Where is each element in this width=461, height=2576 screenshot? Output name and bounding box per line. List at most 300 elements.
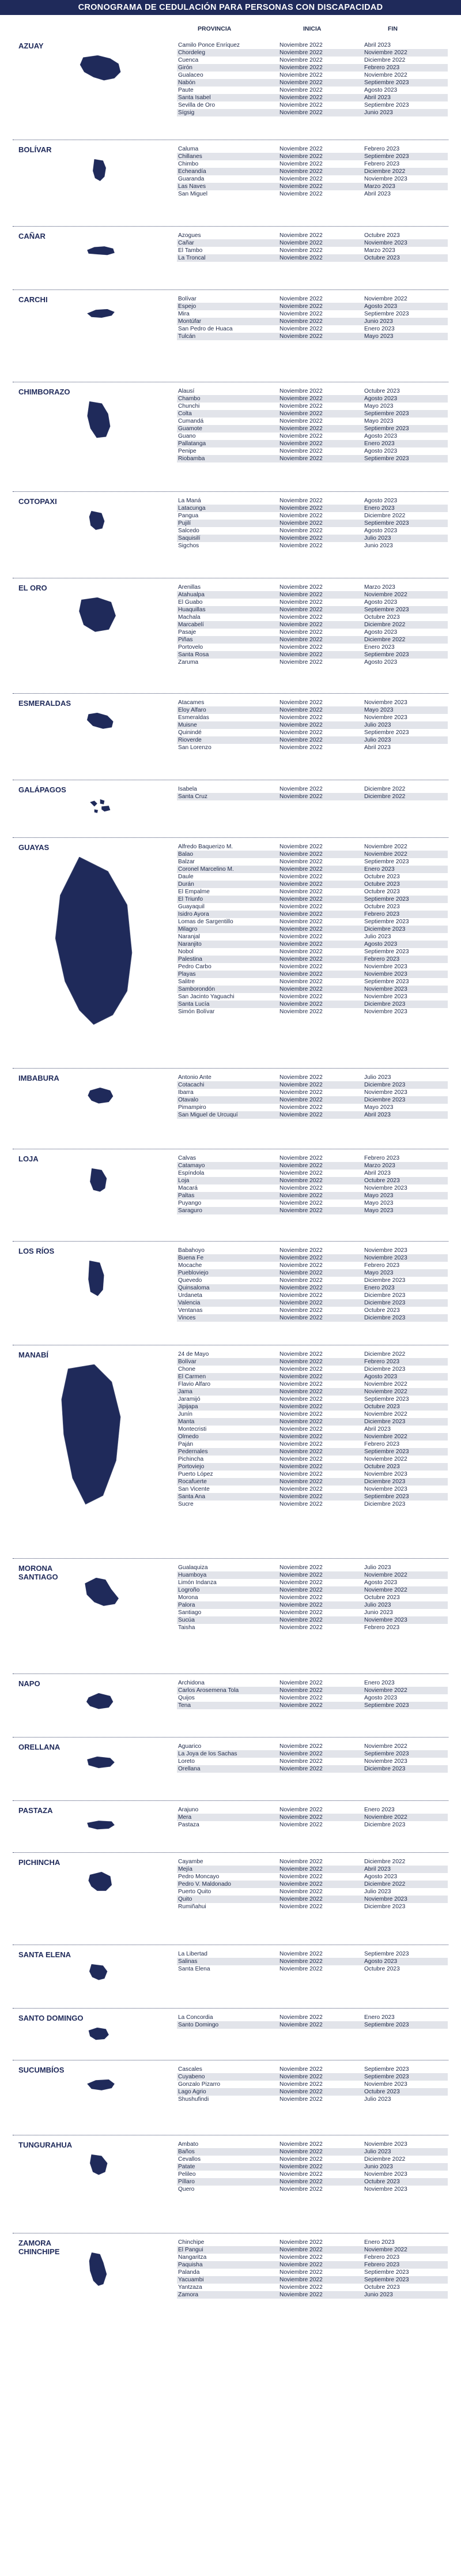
table-row bbox=[177, 941, 448, 948]
start-cell: Noviembre 2022 bbox=[279, 2156, 323, 2163]
province-name: CARCHI bbox=[18, 295, 48, 304]
province-name: PASTAZA bbox=[18, 1806, 53, 1815]
canton-cell: Guayaquil bbox=[178, 904, 205, 910]
canton-cell: Macará bbox=[178, 1185, 198, 1191]
start-cell: Noviembre 2022 bbox=[279, 168, 323, 175]
start-cell: Noviembre 2022 bbox=[279, 737, 323, 743]
province-map-icon bbox=[40, 2079, 161, 2131]
table-row bbox=[177, 1366, 448, 1373]
table-row bbox=[177, 926, 448, 933]
start-cell: Noviembre 2022 bbox=[279, 1966, 323, 1972]
end-cell: Octubre 2023 bbox=[364, 874, 400, 880]
start-cell: Noviembre 2022 bbox=[279, 1702, 323, 1709]
start-cell: Noviembre 2022 bbox=[279, 498, 323, 504]
end-cell: Septiembre 2023 bbox=[364, 1494, 409, 1500]
end-cell: Junio 2023 bbox=[364, 110, 393, 116]
end-cell: Mayo 2023 bbox=[364, 333, 394, 340]
end-cell: Octubre 2023 bbox=[364, 1464, 400, 1470]
end-cell: Julio 2023 bbox=[364, 535, 391, 541]
canton-cell: Arajuno bbox=[178, 1807, 199, 1813]
canton-cell: Naranjito bbox=[178, 941, 202, 947]
canton-cell: Bolívar bbox=[178, 296, 197, 302]
start-cell: Noviembre 2022 bbox=[279, 1262, 323, 1269]
canton-cell: Catamayo bbox=[178, 1163, 205, 1169]
start-cell: Noviembre 2022 bbox=[279, 629, 323, 635]
canton-cell: Quinsaloma bbox=[178, 1285, 210, 1291]
table-row bbox=[177, 2141, 448, 2148]
canton-cell: Salcedo bbox=[178, 528, 199, 534]
start-cell: Noviembre 2022 bbox=[279, 1074, 323, 1081]
start-cell: Noviembre 2022 bbox=[279, 729, 323, 736]
table-row bbox=[177, 145, 448, 153]
canton-cell: Portovelo bbox=[178, 644, 203, 650]
end-cell: Noviembre 2023 bbox=[364, 971, 407, 977]
start-cell: Noviembre 2022 bbox=[279, 50, 323, 56]
start-cell: Noviembre 2022 bbox=[279, 2239, 323, 2246]
canton-cell: Pastaza bbox=[178, 1822, 199, 1828]
canton-cell: Samborondón bbox=[178, 986, 216, 992]
canton-cell: El Pangui bbox=[178, 2247, 203, 2253]
canton-cell: Ventanas bbox=[178, 1307, 203, 1314]
start-cell: Noviembre 2022 bbox=[279, 2171, 323, 2178]
canton-cell: Isidro Ayora bbox=[178, 911, 209, 917]
end-cell: Diciembre 2023 bbox=[364, 1822, 406, 1828]
province-map-icon bbox=[40, 55, 161, 130]
table-row bbox=[177, 2156, 448, 2163]
end-cell: Diciembre 2023 bbox=[364, 1082, 406, 1088]
start-cell: Noviembre 2022 bbox=[279, 1419, 323, 1425]
start-cell: Noviembre 2022 bbox=[279, 2074, 323, 2080]
start-cell: Noviembre 2022 bbox=[279, 318, 323, 325]
start-cell: Noviembre 2022 bbox=[279, 426, 323, 432]
start-cell: Noviembre 2022 bbox=[279, 1595, 323, 1601]
table-row bbox=[177, 1456, 448, 1463]
start-cell: Noviembre 2022 bbox=[279, 1859, 323, 1865]
canton-cell: Paltas bbox=[178, 1193, 195, 1199]
section-divider bbox=[13, 837, 448, 838]
end-cell: Marzo 2023 bbox=[364, 183, 395, 190]
canton-cell: Quevedo bbox=[178, 1277, 202, 1284]
canton-cell: Puerto Quito bbox=[178, 1889, 211, 1895]
start-cell: Noviembre 2022 bbox=[279, 2247, 323, 2253]
end-cell: Noviembre 2023 bbox=[364, 240, 407, 246]
start-cell: Noviembre 2022 bbox=[279, 714, 323, 721]
canton-cell: Carlos Arosemena Tola bbox=[178, 1687, 239, 1694]
end-cell: Septiembre 2023 bbox=[364, 411, 409, 417]
start-cell: Noviembre 2022 bbox=[279, 1082, 323, 1088]
start-cell: Noviembre 2022 bbox=[279, 722, 323, 728]
canton-cell: Puerto López bbox=[178, 1471, 213, 1477]
end-cell: Septiembre 2023 bbox=[364, 520, 409, 527]
canton-cell: Huaquillas bbox=[178, 607, 206, 613]
table-row bbox=[177, 621, 448, 629]
province-name: BOLÍVAR bbox=[18, 145, 52, 154]
start-cell: Noviembre 2022 bbox=[279, 874, 323, 880]
canton-cell: Palora bbox=[178, 1602, 195, 1608]
end-cell: Septiembre 2023 bbox=[364, 456, 409, 462]
canton-cell: San Miguel bbox=[178, 191, 207, 197]
table-row bbox=[177, 333, 448, 340]
end-cell: Septiembre 2023 bbox=[364, 1951, 409, 1957]
canton-cell: Chunchi bbox=[178, 403, 200, 409]
table-row bbox=[177, 599, 448, 606]
end-cell: Julio 2023 bbox=[364, 934, 391, 940]
table-row bbox=[177, 388, 448, 395]
table-row bbox=[177, 721, 448, 729]
canton-cell: Santa Ana bbox=[178, 1494, 206, 1500]
province-map-icon bbox=[40, 713, 161, 765]
canton-cell: El Guabo bbox=[178, 599, 203, 606]
end-cell: Abril 2023 bbox=[364, 1426, 391, 1432]
start-cell: Noviembre 2022 bbox=[279, 1889, 323, 1895]
canton-cell: Portoviejo bbox=[178, 1464, 205, 1470]
end-cell: Septiembre 2023 bbox=[364, 80, 409, 86]
table-row bbox=[177, 2269, 448, 2276]
canton-cell: Esmeraldas bbox=[178, 714, 209, 721]
table-row bbox=[177, 425, 448, 433]
table-row bbox=[177, 1814, 448, 1821]
table-row bbox=[177, 1609, 448, 1616]
table-row bbox=[177, 2088, 448, 2096]
table-row bbox=[177, 1381, 448, 1388]
table-row bbox=[177, 1806, 448, 1814]
start-cell: Noviembre 2022 bbox=[279, 95, 323, 101]
table-row bbox=[177, 1388, 448, 1396]
canton-cell: Cascales bbox=[178, 2066, 202, 2073]
canton-cell: Ibarra bbox=[178, 1089, 194, 1096]
start-cell: Noviembre 2022 bbox=[279, 1178, 323, 1184]
canton-cell: Quito bbox=[178, 1896, 192, 1902]
table-row bbox=[177, 535, 448, 542]
start-cell: Noviembre 2022 bbox=[279, 1580, 323, 1586]
end-cell: Enero 2023 bbox=[364, 1807, 395, 1813]
end-cell: Noviembre 2023 bbox=[364, 994, 407, 1000]
canton-cell: Quinindé bbox=[178, 729, 202, 736]
end-cell: Diciembre 2023 bbox=[364, 1277, 406, 1284]
canton-cell: Zamora bbox=[178, 2292, 199, 2298]
start-cell: Noviembre 2022 bbox=[279, 584, 323, 591]
end-cell: Septiembre 2023 bbox=[364, 2066, 409, 2073]
end-cell: Junio 2023 bbox=[364, 1609, 393, 1616]
canton-cell: Aguarico bbox=[178, 1743, 202, 1750]
end-cell: Noviembre 2023 bbox=[364, 176, 407, 182]
canton-cell: Cuenca bbox=[178, 57, 199, 63]
canton-cell: San Lorenzo bbox=[178, 744, 211, 751]
start-cell: Noviembre 2022 bbox=[279, 794, 323, 800]
table-row bbox=[177, 2021, 448, 2029]
canton-cell: San Pedro de Huaca bbox=[178, 326, 233, 332]
province-name: SANTO DOMINGO bbox=[18, 2014, 84, 2022]
canton-cell: Loja bbox=[178, 1178, 190, 1184]
table-row bbox=[177, 1616, 448, 1624]
start-cell: Noviembre 2022 bbox=[279, 971, 323, 977]
canton-cell: Otavalo bbox=[178, 1097, 199, 1103]
table-row bbox=[177, 542, 448, 550]
start-cell: Noviembre 2022 bbox=[279, 1881, 323, 1887]
end-cell: Octubre 2023 bbox=[364, 614, 400, 621]
table-row bbox=[177, 183, 448, 190]
start-cell: Noviembre 2022 bbox=[279, 2277, 323, 2283]
start-cell: Noviembre 2022 bbox=[279, 311, 323, 317]
start-cell: Noviembre 2022 bbox=[279, 2284, 323, 2291]
table-row bbox=[177, 1601, 448, 1609]
table-row bbox=[177, 1177, 448, 1184]
start-cell: Noviembre 2022 bbox=[279, 1866, 323, 1872]
table-row bbox=[177, 1277, 448, 1284]
start-cell: Noviembre 2022 bbox=[279, 2141, 323, 2148]
canton-cell: Salinas bbox=[178, 1958, 198, 1965]
start-cell: Noviembre 2022 bbox=[279, 1411, 323, 1417]
start-cell: Noviembre 2022 bbox=[279, 543, 323, 549]
start-cell: Noviembre 2022 bbox=[279, 1951, 323, 1957]
start-cell: Noviembre 2022 bbox=[279, 403, 323, 409]
start-cell: Noviembre 2022 bbox=[279, 637, 323, 643]
end-cell: Enero 2023 bbox=[364, 866, 395, 873]
table-row bbox=[177, 2186, 448, 2193]
end-cell: Noviembre 2023 bbox=[364, 700, 407, 706]
canton-cell: Eloy Alfaro bbox=[178, 707, 206, 713]
table-row bbox=[177, 881, 448, 888]
table-row bbox=[177, 1586, 448, 1594]
start-cell: Noviembre 2022 bbox=[279, 441, 323, 447]
province-name: IMBABURA bbox=[18, 1074, 59, 1082]
end-cell: Febrero 2023 bbox=[364, 1359, 400, 1365]
table-row bbox=[177, 729, 448, 736]
start-cell: Noviembre 2022 bbox=[279, 2022, 323, 2028]
start-cell: Noviembre 2022 bbox=[279, 1200, 323, 1206]
end-cell: Noviembre 2023 bbox=[364, 2081, 407, 2088]
end-cell: Diciembre 2023 bbox=[364, 1300, 406, 1306]
start-cell: Noviembre 2022 bbox=[279, 904, 323, 910]
table-row bbox=[177, 1501, 448, 1508]
start-cell: Noviembre 2022 bbox=[279, 1624, 323, 1631]
start-cell: Noviembre 2022 bbox=[279, 1404, 323, 1410]
table-row bbox=[177, 1858, 448, 1866]
canton-cell: Baños bbox=[178, 2149, 195, 2155]
canton-cell: El Carmen bbox=[178, 1374, 206, 1380]
canton-cell: Jipijapa bbox=[178, 1404, 198, 1410]
start-cell: Noviembre 2022 bbox=[279, 644, 323, 650]
start-cell: Noviembre 2022 bbox=[279, 1904, 323, 1910]
end-cell: Septiembre 2023 bbox=[364, 729, 409, 736]
start-cell: Noviembre 2022 bbox=[279, 1874, 323, 1880]
end-cell: Febrero 2023 bbox=[364, 1155, 400, 1161]
province-map-icon bbox=[40, 2154, 161, 2207]
canton-cell: Logroño bbox=[178, 1587, 200, 1593]
canton-cell: Paquisha bbox=[178, 2262, 203, 2268]
section-divider bbox=[13, 1737, 448, 1738]
canton-cell: Sevilla de Oro bbox=[178, 102, 215, 108]
end-cell: Septiembre 2023 bbox=[364, 2074, 409, 2080]
table-row bbox=[177, 1441, 448, 1448]
canton-cell: Nobol bbox=[178, 949, 194, 955]
end-cell: Diciembre 2023 bbox=[364, 1501, 406, 1507]
start-cell: Noviembre 2022 bbox=[279, 1695, 323, 1701]
canton-cell: Taisha bbox=[178, 1624, 195, 1631]
end-cell: Agosto 2023 bbox=[364, 528, 398, 534]
end-cell: Febrero 2023 bbox=[364, 956, 400, 962]
table-row bbox=[177, 636, 448, 644]
end-cell: Septiembre 2023 bbox=[364, 979, 409, 985]
canton-cell: Tulcán bbox=[178, 333, 196, 340]
end-cell: Diciembre 2023 bbox=[364, 1315, 406, 1321]
canton-cell: San Miguel de Urcuquí bbox=[178, 1112, 238, 1118]
table-row bbox=[177, 1314, 448, 1322]
end-cell: Septiembre 2023 bbox=[364, 2269, 409, 2276]
table-row bbox=[177, 190, 448, 198]
canton-cell: Machala bbox=[178, 614, 201, 621]
start-cell: Noviembre 2022 bbox=[279, 1396, 323, 1402]
table-row bbox=[177, 629, 448, 636]
end-cell: Noviembre 2023 bbox=[364, 1185, 407, 1191]
start-cell: Noviembre 2022 bbox=[279, 1501, 323, 1507]
table-row bbox=[177, 591, 448, 599]
end-cell: Febrero 2023 bbox=[364, 911, 400, 917]
province-name: AZUAY bbox=[18, 42, 44, 50]
start-cell: Noviembre 2022 bbox=[279, 986, 323, 992]
end-cell: Noviembre 2023 bbox=[364, 2186, 407, 2193]
end-cell: Agosto 2023 bbox=[364, 599, 398, 606]
table-row bbox=[177, 1743, 448, 1750]
end-cell: Octubre 2023 bbox=[364, 1595, 400, 1601]
canton-cell: 24 de Mayo bbox=[178, 1351, 209, 1357]
end-cell: Diciembre 2022 bbox=[364, 1859, 406, 1865]
header-fin: FIN bbox=[388, 25, 398, 32]
canton-cell: Azogues bbox=[178, 232, 201, 239]
table-row bbox=[177, 1448, 448, 1456]
start-cell: Noviembre 2022 bbox=[279, 866, 323, 873]
province-map-icon bbox=[40, 159, 161, 212]
table-row bbox=[177, 2163, 448, 2171]
start-cell: Noviembre 2022 bbox=[279, 1255, 323, 1261]
table-row bbox=[177, 1162, 448, 1169]
table-row bbox=[177, 1478, 448, 1486]
table-row bbox=[177, 1262, 448, 1269]
canton-cell: Cotacachi bbox=[178, 1082, 205, 1088]
canton-cell: Montecristi bbox=[178, 1426, 207, 1432]
start-cell: Noviembre 2022 bbox=[279, 1958, 323, 1965]
canton-cell: La Libertad bbox=[178, 1951, 207, 1957]
table-row bbox=[177, 49, 448, 57]
end-cell: Octubre 2023 bbox=[364, 1178, 400, 1184]
end-cell: Noviembre 2022 bbox=[364, 1381, 407, 1387]
start-cell: Noviembre 2022 bbox=[279, 1359, 323, 1365]
start-cell: Noviembre 2022 bbox=[279, 1587, 323, 1593]
table-row bbox=[177, 614, 448, 621]
end-cell: Septiembre 2023 bbox=[364, 102, 409, 108]
start-cell: Noviembre 2022 bbox=[279, 896, 323, 902]
canton-cell: Marcabelí bbox=[178, 622, 204, 628]
column-headers bbox=[196, 25, 455, 35]
start-cell: Noviembre 2022 bbox=[279, 110, 323, 116]
start-cell: Noviembre 2022 bbox=[279, 326, 323, 332]
start-cell: Noviembre 2022 bbox=[279, 881, 323, 888]
start-cell: Noviembre 2022 bbox=[279, 1471, 323, 1477]
table-row bbox=[177, 395, 448, 403]
end-cell: Septiembre 2023 bbox=[364, 311, 409, 317]
start-cell: Noviembre 2022 bbox=[279, 183, 323, 190]
end-cell: Octubre 2023 bbox=[364, 1404, 400, 1410]
start-cell: Noviembre 2022 bbox=[279, 1680, 323, 1686]
start-cell: Noviembre 2022 bbox=[279, 232, 323, 239]
canton-cell: Pasaje bbox=[178, 629, 197, 635]
start-cell: Noviembre 2022 bbox=[279, 1743, 323, 1750]
table-row bbox=[177, 843, 448, 851]
canton-cell: Santo Domingo bbox=[178, 2022, 219, 2028]
end-cell: Marzo 2023 bbox=[364, 247, 395, 254]
start-cell: Noviembre 2022 bbox=[279, 146, 323, 152]
table-row bbox=[177, 1169, 448, 1177]
table-row bbox=[177, 651, 448, 659]
end-cell: Diciembre 2023 bbox=[364, 1766, 406, 1772]
start-cell: Noviembre 2022 bbox=[279, 2089, 323, 2095]
canton-cell: Colta bbox=[178, 411, 192, 417]
start-cell: Noviembre 2022 bbox=[279, 1494, 323, 1500]
end-cell: Diciembre 2022 bbox=[364, 2156, 406, 2163]
end-cell: Diciembre 2022 bbox=[364, 1351, 406, 1357]
section-divider bbox=[13, 693, 448, 694]
canton-cell: Rumiñahui bbox=[178, 1904, 206, 1910]
table-row bbox=[177, 1111, 448, 1119]
start-cell: Noviembre 2022 bbox=[279, 964, 323, 970]
canton-cell: Tena bbox=[178, 1702, 191, 1709]
table-row bbox=[177, 1702, 448, 1709]
canton-cell: Yacuambi bbox=[178, 2277, 204, 2283]
end-cell: Noviembre 2022 bbox=[364, 851, 407, 858]
end-cell: Octubre 2023 bbox=[364, 2089, 400, 2095]
canton-cell: Isabela bbox=[178, 786, 197, 792]
canton-cell: Paján bbox=[178, 1441, 194, 1447]
end-cell: Agosto 2023 bbox=[364, 87, 398, 93]
canton-cell: Mira bbox=[178, 311, 190, 317]
start-cell: Noviembre 2022 bbox=[279, 1300, 323, 1306]
table-row bbox=[177, 2254, 448, 2261]
canton-cell: San Jacinto Yaguachi bbox=[178, 994, 235, 1000]
start-cell: Noviembre 2022 bbox=[279, 1285, 323, 1291]
canton-cell: Ambato bbox=[178, 2141, 199, 2148]
canton-cell: Pedro V. Maldonado bbox=[178, 1881, 231, 1887]
table-row bbox=[177, 584, 448, 591]
start-cell: Noviembre 2022 bbox=[279, 1366, 323, 1372]
start-cell: Noviembre 2022 bbox=[279, 1009, 323, 1015]
table-row bbox=[177, 72, 448, 79]
start-cell: Noviembre 2022 bbox=[279, 1449, 323, 1455]
canton-cell: Sigchos bbox=[178, 543, 199, 549]
end-cell: Noviembre 2023 bbox=[364, 1896, 407, 1902]
canton-cell: Coronel Marcelino M. bbox=[178, 866, 234, 873]
table-row bbox=[177, 455, 448, 462]
canton-cell: Pelileo bbox=[178, 2171, 196, 2178]
table-row bbox=[177, 1089, 448, 1096]
canton-cell: Santa Cruz bbox=[178, 794, 207, 800]
table-row bbox=[177, 1307, 448, 1314]
end-cell: Abril 2023 bbox=[364, 1112, 391, 1118]
province-map-icon bbox=[40, 401, 161, 476]
end-cell: Octubre 2023 bbox=[364, 881, 400, 888]
start-cell: Noviembre 2022 bbox=[279, 102, 323, 108]
canton-cell: Pedro Carbo bbox=[178, 964, 211, 970]
table-row bbox=[177, 175, 448, 183]
canton-cell: Caluma bbox=[178, 146, 199, 152]
table-row bbox=[177, 2246, 448, 2254]
end-cell: Febrero 2023 bbox=[364, 65, 400, 71]
table-row bbox=[177, 1679, 448, 1687]
canton-cell: Daule bbox=[178, 874, 194, 880]
canton-cell: Jaramijó bbox=[178, 1396, 201, 1402]
end-cell: Febrero 2023 bbox=[364, 146, 400, 152]
province-map-icon bbox=[40, 1364, 161, 1522]
start-cell: Noviembre 2022 bbox=[279, 2269, 323, 2276]
